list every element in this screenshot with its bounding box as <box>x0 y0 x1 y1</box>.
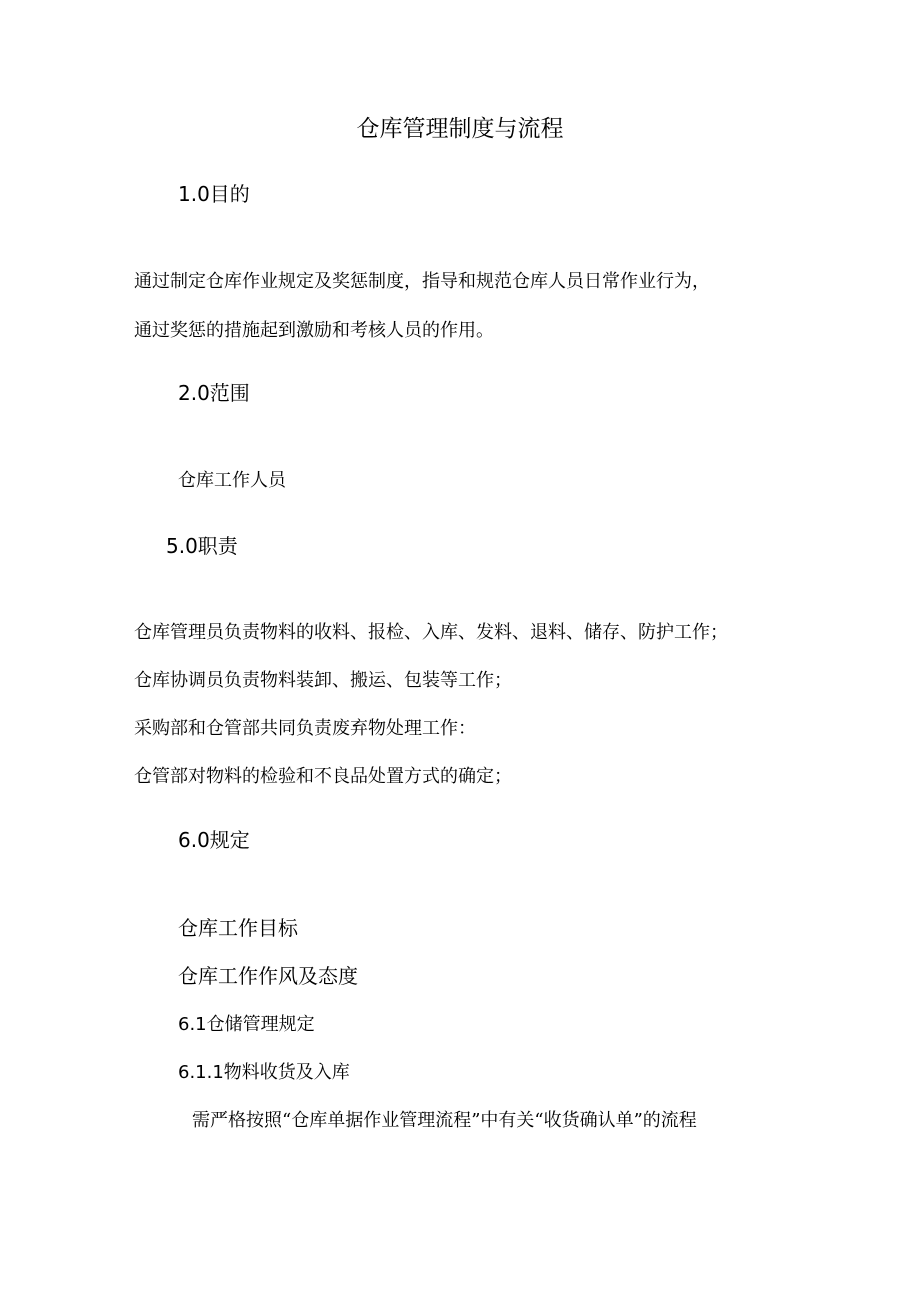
section-heading-rules: 6.0规定 <box>178 828 250 852</box>
duty-item-4: 仓管部对物料的检验和不良品处置方式的确定； <box>134 766 512 787</box>
duty-item-2: 仓库协调员负责物料装卸、搬运、包装等工作； <box>134 670 512 691</box>
subsection-6-1-1: 6.1.1物料收货及入库 <box>178 1062 350 1083</box>
purpose-paragraph-line-2: 通过奖惩的措施起到激励和考核人员的作用。 <box>134 320 494 341</box>
rules-goal-heading: 仓库工作目标 <box>178 916 298 940</box>
section-heading-scope: 2.0范围 <box>178 381 250 405</box>
duty-item-1: 仓库管理员负责物料的收料、报检、入库、发料、退料、储存、防护工作； <box>134 622 728 643</box>
section-heading-duties: 5.0职责 <box>166 534 238 558</box>
section-heading-purpose: 1.0目的 <box>178 182 250 206</box>
document-title: 仓库管理制度与流程 <box>356 116 564 142</box>
purpose-paragraph-line-1: 通过制定仓库作业规定及奖惩制度，指导和规范仓库人员日常作业行为， <box>134 271 710 292</box>
rules-style-heading: 仓库工作作风及态度 <box>178 964 358 988</box>
duty-item-3: 采购部和仓管部共同负责废弃物处理工作： <box>134 718 476 739</box>
receiving-paragraph: 需严格按照“仓库单据作业管理流程”中有关“收货确认单”的流程 <box>192 1110 697 1131</box>
scope-text: 仓库工作人员 <box>178 470 286 491</box>
subsection-6-1: 6.1仓储管理规定 <box>178 1014 315 1035</box>
